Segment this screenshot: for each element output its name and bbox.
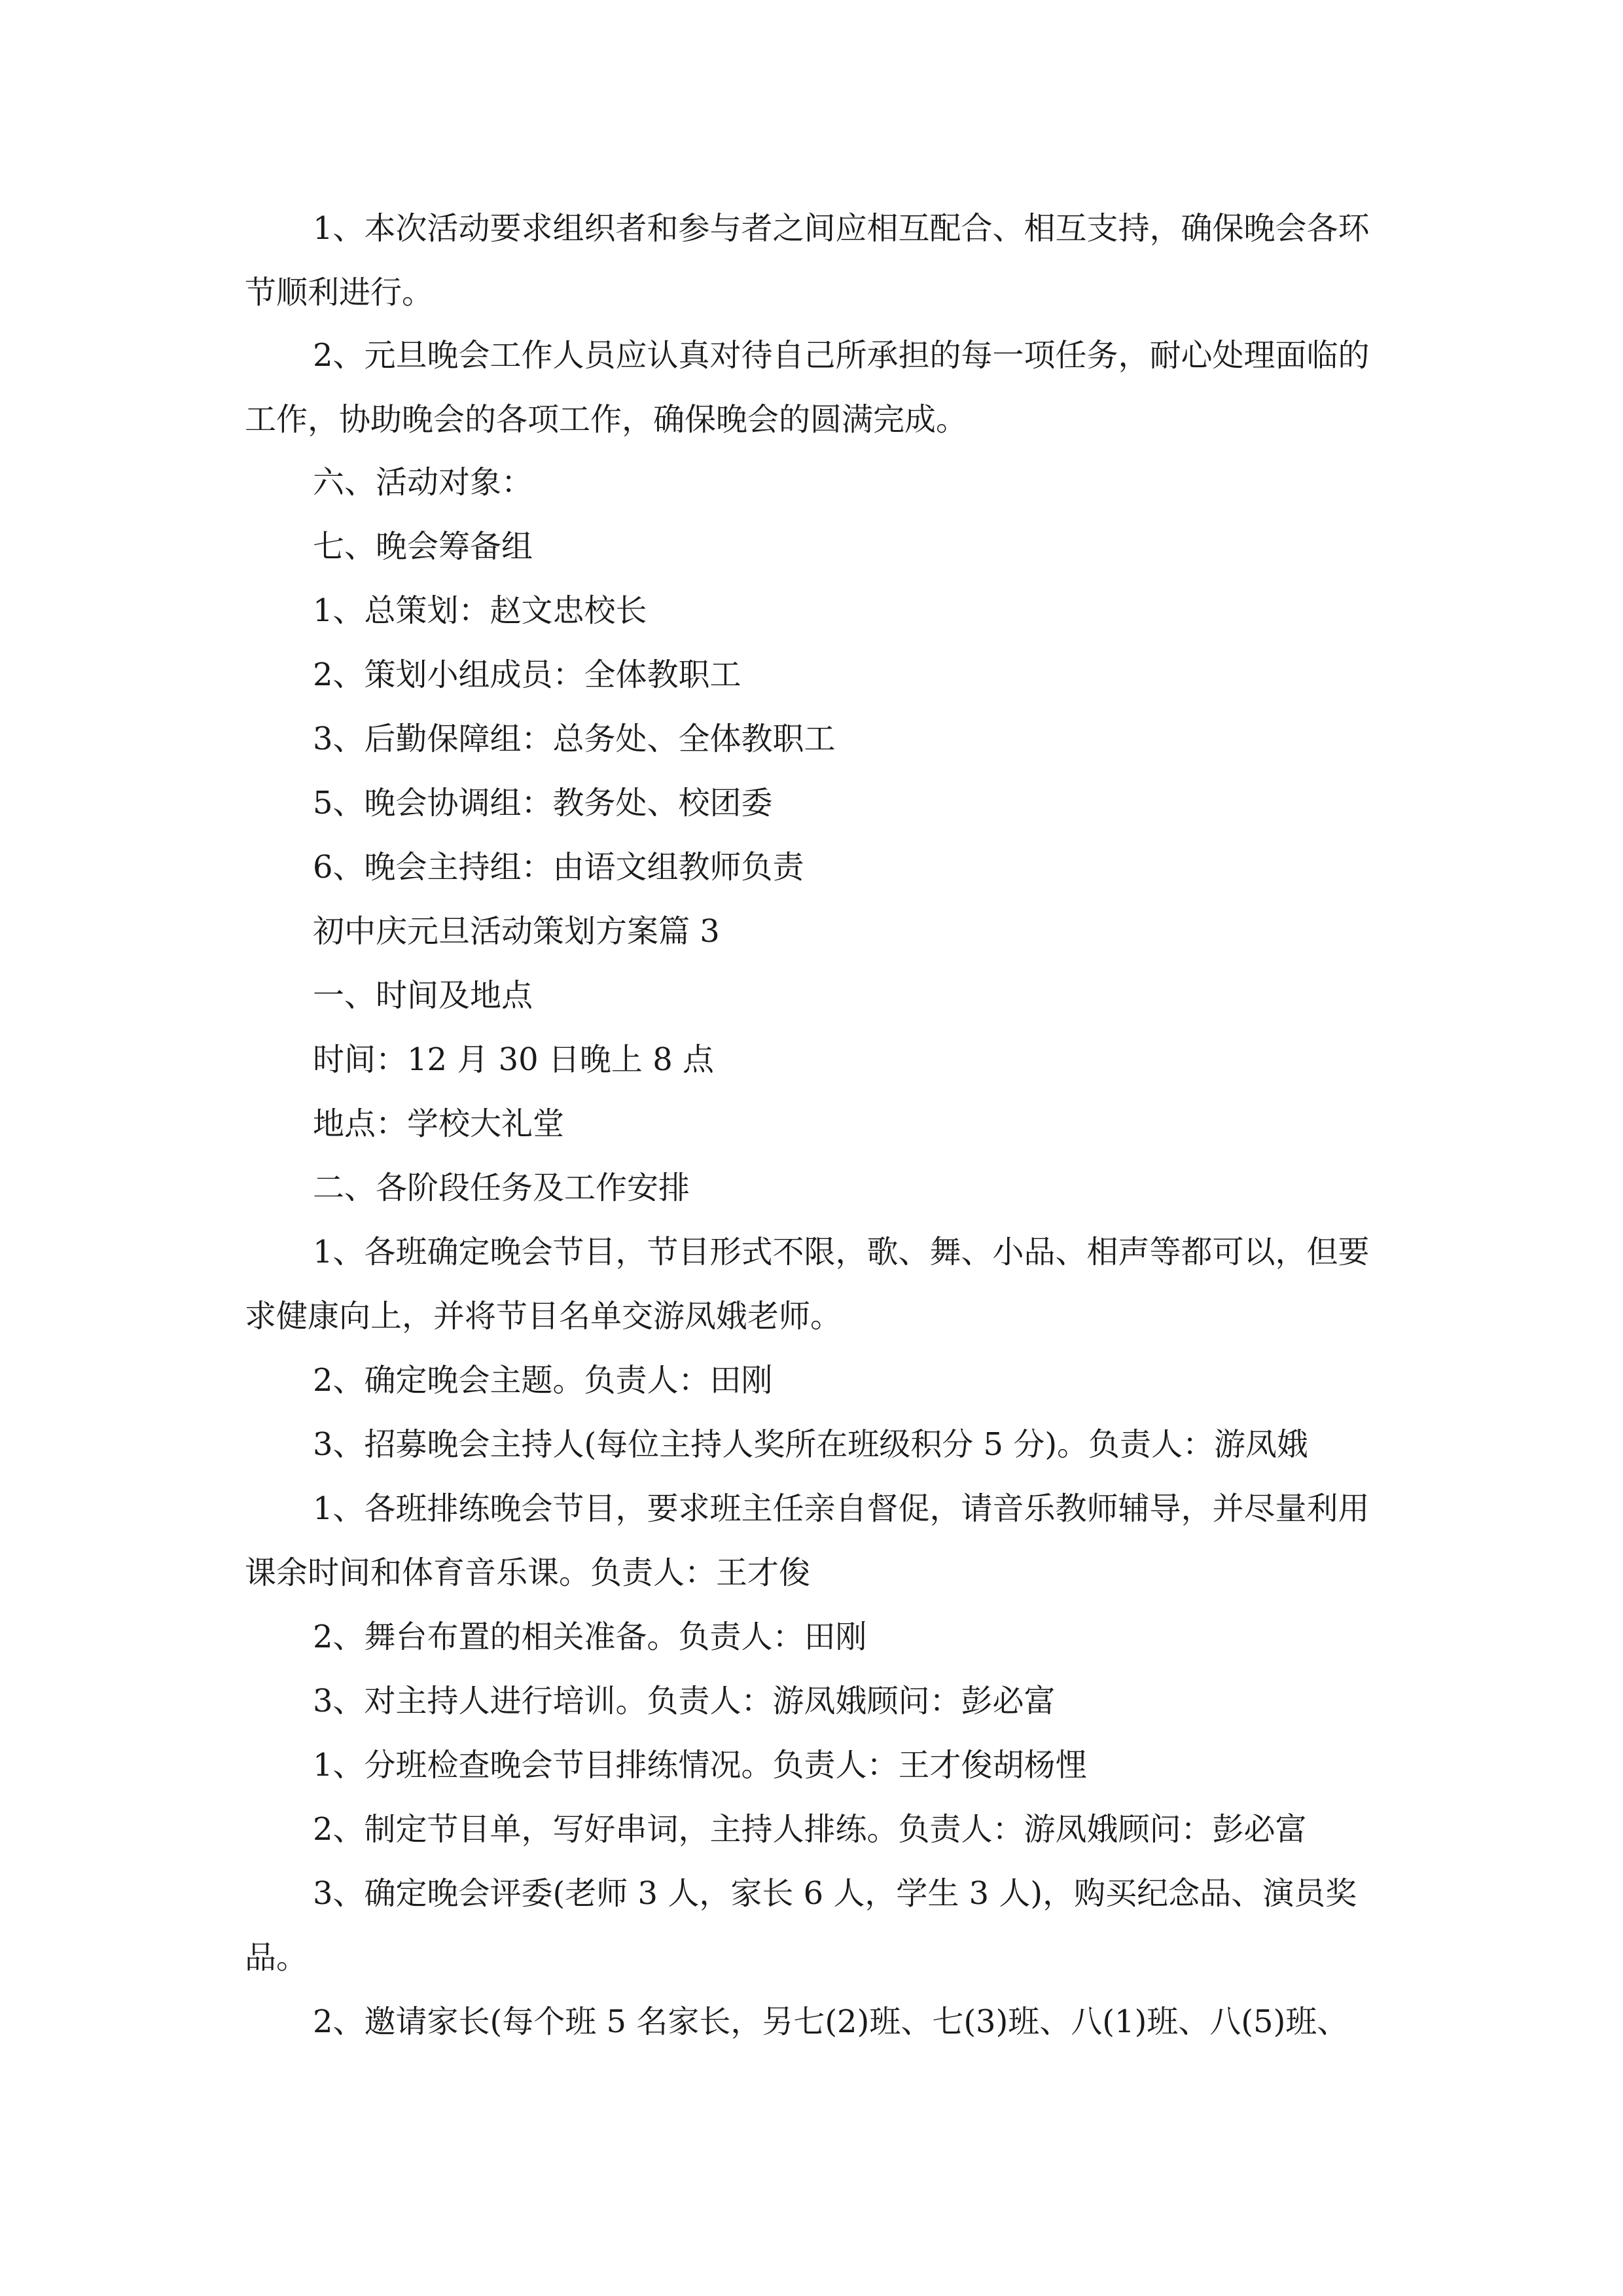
paragraph-12: 时间：12 月 30 日晚上 8 点 <box>313 1041 714 1078</box>
paragraph-19: 2、舞台布置的相关准备。负责人：田刚 <box>313 1619 867 1655</box>
paragraph-8: 5、晚会协调组：教务处、校团委 <box>313 785 773 821</box>
paragraph-13: 地点：学校大礼堂 <box>313 1105 565 1142</box>
paragraph-17: 3、招募晚会主持人(每位主持人奖所在班级积分 5 分)。负责人：游凤娥 <box>313 1426 1309 1463</box>
paragraph-7: 3、后勤保障组：总务处、全体教职工 <box>313 721 836 757</box>
paragraph-18: 1、各班排练晚会节目，要求班主任亲自督促，请音乐教师辅导，并尽量利用课余时间和体育音乐课。负责人：王才俊 <box>245 1490 1370 1591</box>
paragraph-24: 2、邀请家长(每个班 5 名家长，另七(2)班、七(3)班、八(1)班、八(5)班、 <box>313 2003 1349 2040</box>
paragraph-14: 二、各阶段任务及工作安排 <box>313 1170 690 1206</box>
paragraph-1: 1、本次活动要求组织者和参与者之间应相互配合、相互支持，确保晚会各环节顺利进行。 <box>245 210 1370 311</box>
paragraph-22: 2、制定节目单，写好串词，主持人排练。负责人：游凤娥顾问：彭必富 <box>313 1811 1307 1848</box>
section-heading: 初中庆元旦活动策划方案篇 3 <box>313 913 720 950</box>
paragraph-21: 1、分班检查晚会节目排练情况。负责人：王才俊胡杨悝 <box>313 1747 1087 1784</box>
paragraph-5: 1、总策划：赵文忠校长 <box>313 592 647 629</box>
paragraph-15: 1、各班确定晚会节目，节目形式不限，歌、舞、小品、相声等都可以，但要求健康向上，并将节目名单交游凤娥老师。 <box>245 1234 1370 1335</box>
paragraph-3: 六、活动对象： <box>313 464 533 501</box>
paragraph-23: 3、确定晚会评委(老师 3 人，家长 6 人，学生 3 人)，购买纪念品、演员奖品。 <box>245 1875 1357 1976</box>
paragraph-6: 2、策划小组成员：全体教职工 <box>313 656 741 693</box>
paragraph-9: 6、晚会主持组：由语文组教师负责 <box>313 849 804 886</box>
paragraph-20: 3、对主持人进行培训。负责人：游凤娥顾问：彭必富 <box>313 1683 1056 1719</box>
paragraph-2: 2、元旦晚会工作人员应认真对待自己所承担的每一项任务，耐心处理面临的工作，协助晚会的各项工作，确保晚会的圆满完成。 <box>245 337 1370 438</box>
paragraph-4: 七、晚会筹备组 <box>313 528 533 565</box>
paragraph-16: 2、确定晚会主题。负责人：田刚 <box>313 1362 773 1399</box>
paragraph-11: 一、时间及地点 <box>313 977 533 1014</box>
